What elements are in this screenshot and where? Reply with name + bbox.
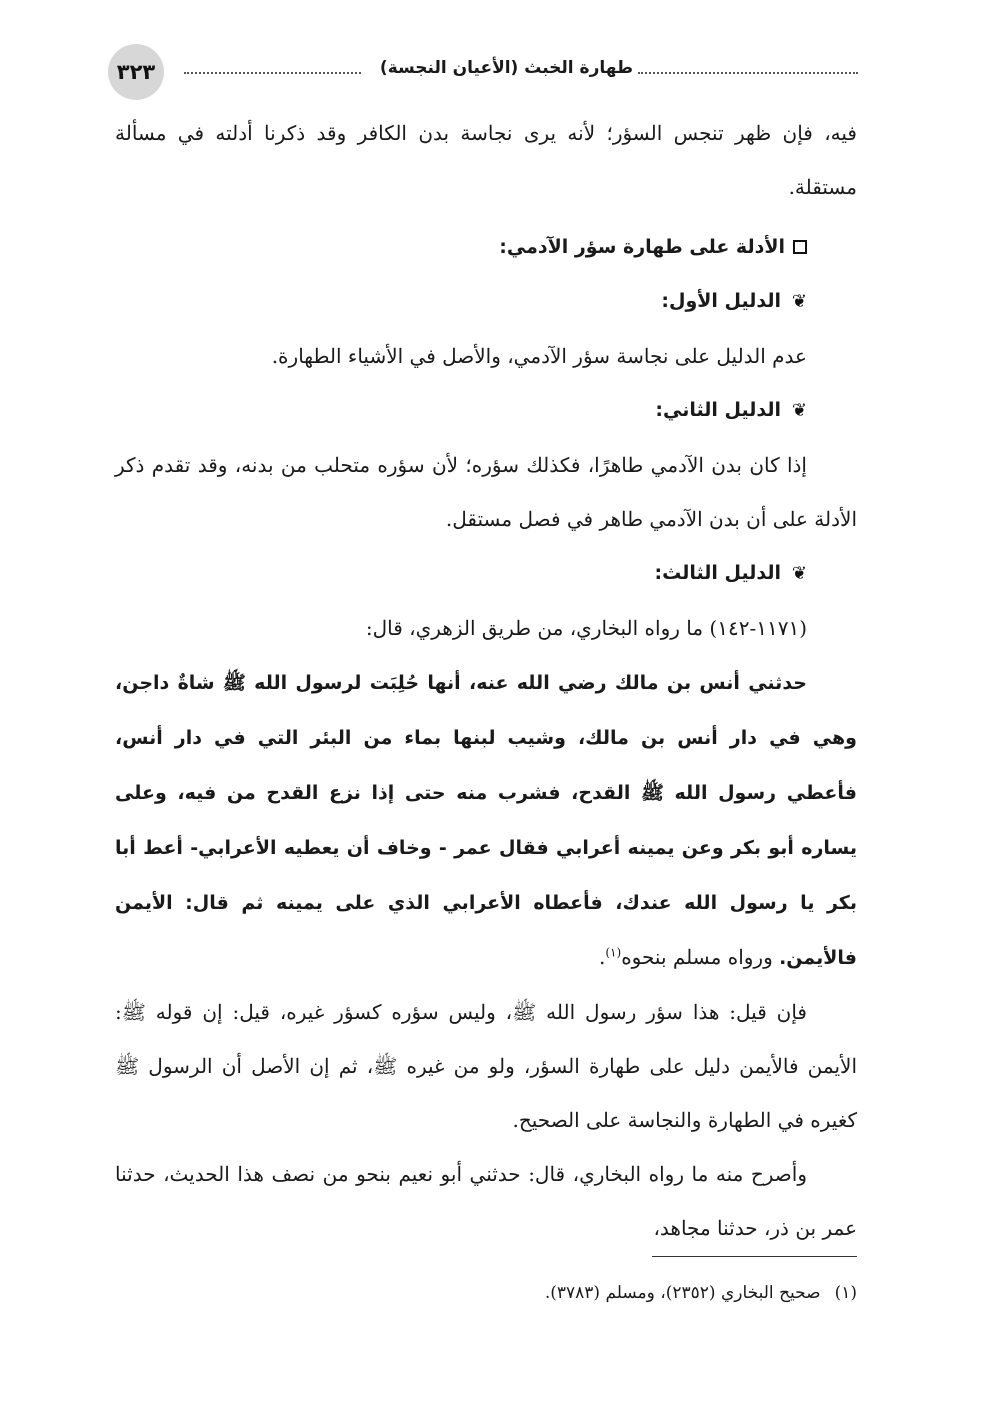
hadith-citation: (١١٧١-١٤٢) ما رواه البخاري، من طريق الزهري، قال: [365, 616, 807, 640]
paragraph: إذا كان بدن الآدمي طاهرًا، فكذلك سؤره؛ لأن سؤره متحلب من بدنه، وقد تقدم ذكر الأدلة على أن بدن الآدمي طاهر في فصل مستقل. [115, 453, 857, 531]
subsection-heading [115, 383, 857, 438]
square-outline-icon [793, 240, 807, 254]
subsection-heading [115, 546, 857, 601]
leaf-ornament-icon: ❦ [791, 563, 807, 584]
footnote-reference[interactable]: (١) [605, 945, 622, 960]
footnote-text: صحيح البخاري (٢٣٥٢)، ومسلم (٣٧٨٣). [544, 1283, 821, 1303]
page-body [115, 106, 857, 1255]
subsection-heading-text: الدليل الأول: [661, 290, 781, 312]
running-title: طهارة الخبث (الأعيان النجسة) [379, 58, 633, 78]
page-header [108, 44, 858, 100]
footnote-separator [652, 1256, 857, 1257]
hadith-text-paragraph [115, 655, 857, 985]
hadith-text: حدثني أنس بن مالك رضي الله عنه، أنها حُلِبَت لرسول الله ﷺ شاةٌ داجن، وهي في دار أنس بن مالك، وشيب لبنها بماء من البئر التي في دار أنس، فأعطي رسول الله ﷺ القدح، فشرب منه حتى إذا نزع القدح من فيه، وعلى يساره أبو بكر وعن يمينه أعرابي فقال عمر - وخاف أن يعطيه الأعرابي- أعط أبا بكر يا رسول الله عندك، فأعطاه الأعرابي الذي على يمينه ثم قال: الأيمن فالأيمن. [115, 672, 857, 969]
page-number: ٣٢٣ [116, 60, 156, 84]
hadith-source-note: ورواه مسلم بنحوه [621, 945, 780, 969]
subsection-heading-text: الدليل الثاني: [655, 399, 781, 421]
section-heading [115, 220, 857, 274]
paragraph: فيه، فإن ظهر تنجس السؤر؛ لأنه يرى نجاسة بدن الكافر وقد ذكرنا أدلته في مسألة مستقلة. [115, 121, 857, 199]
paragraph: عدم الدليل على نجاسة سؤر الآدمي، والأصل في الأشياء الطهارة. [271, 344, 807, 368]
header-dotted-rule [184, 72, 361, 74]
leaf-ornament-icon: ❦ [791, 291, 807, 312]
paragraph: وأصرح منه ما رواه البخاري، قال: حدثني أبو نعيم بنحو من نصف هذا الحديث، حدثنا عمر بن ذر، حدثنا مجاهد، [115, 1162, 857, 1240]
footnote-number: (١) [834, 1283, 857, 1303]
paragraph: فإن قيل: هذا سؤر رسول الله ﷺ، وليس سؤره كسؤر غيره، قيل: إن قوله ﷺ: الأيمن فالأيمن دليل على طهارة السؤر، ولو من غيره ﷺ، ثم إن الأصل أن الرسول ﷺ كغيره في الطهارة والنجاسة على الصحيح. [115, 1000, 857, 1132]
header-dotted-rule [638, 72, 858, 74]
subsection-heading [115, 274, 857, 329]
footnote [200, 1276, 857, 1310]
hadith-end-mark: . [599, 945, 606, 969]
leaf-ornament-icon: ❦ [791, 400, 807, 421]
subsection-heading-text: الدليل الثالث: [654, 562, 781, 584]
section-heading-text: الأدلة على طهارة سؤر الآدمي: [499, 236, 785, 258]
